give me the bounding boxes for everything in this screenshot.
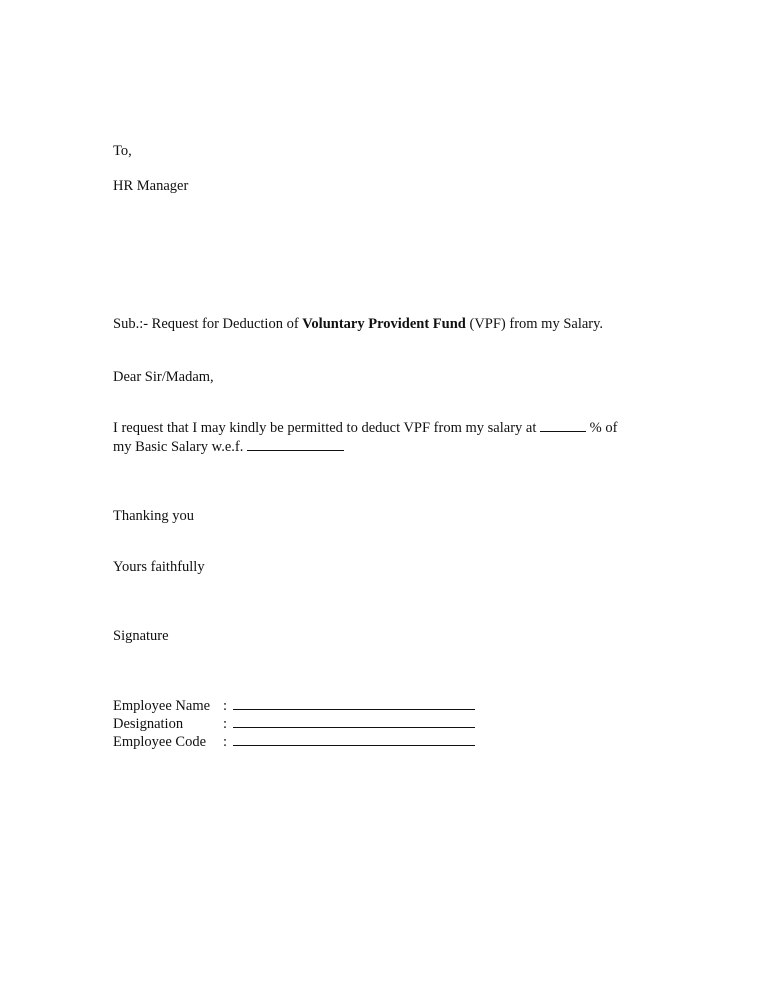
recipient: HR Manager	[113, 178, 189, 194]
subject-prefix: Sub.:- Request for Deduction of	[113, 316, 303, 332]
field-colon: :	[223, 734, 228, 750]
body-line-1	[113, 419, 617, 437]
employee-fields	[113, 696, 475, 750]
field-employee-name	[113, 696, 475, 714]
subject-bold: Voluntary Provident Fund	[302, 316, 466, 332]
signature-label: Signature	[113, 628, 169, 644]
field-colon: :	[223, 698, 228, 714]
body-text-2: my Basic Salary w.e.f.	[113, 439, 247, 455]
closing-thanks: Thanking you	[113, 508, 194, 524]
percent-blank	[540, 419, 586, 432]
salutation: Dear Sir/Madam,	[113, 369, 214, 385]
field-employee-code	[113, 732, 475, 750]
field-colon: :	[223, 716, 228, 732]
date-blank	[247, 438, 344, 451]
subject-line	[113, 315, 603, 333]
field-label: Employee Code	[113, 734, 207, 750]
body-text-1a: I request that I may kindly be permitted to deduct VPF from my salary at	[113, 420, 540, 436]
employee-code-blank	[233, 732, 475, 746]
field-label: Employee Name	[113, 698, 211, 714]
designation-blank	[233, 714, 475, 728]
body-text-1b: % of	[586, 420, 618, 436]
body-line-2	[113, 438, 344, 456]
field-label: Designation	[113, 716, 184, 732]
field-designation	[113, 714, 475, 732]
closing-yours: Yours faithfully	[113, 559, 205, 575]
subject-suffix: (VPF) from my Salary.	[465, 316, 604, 332]
employee-name-blank	[233, 696, 475, 710]
address-to: To,	[113, 143, 132, 159]
